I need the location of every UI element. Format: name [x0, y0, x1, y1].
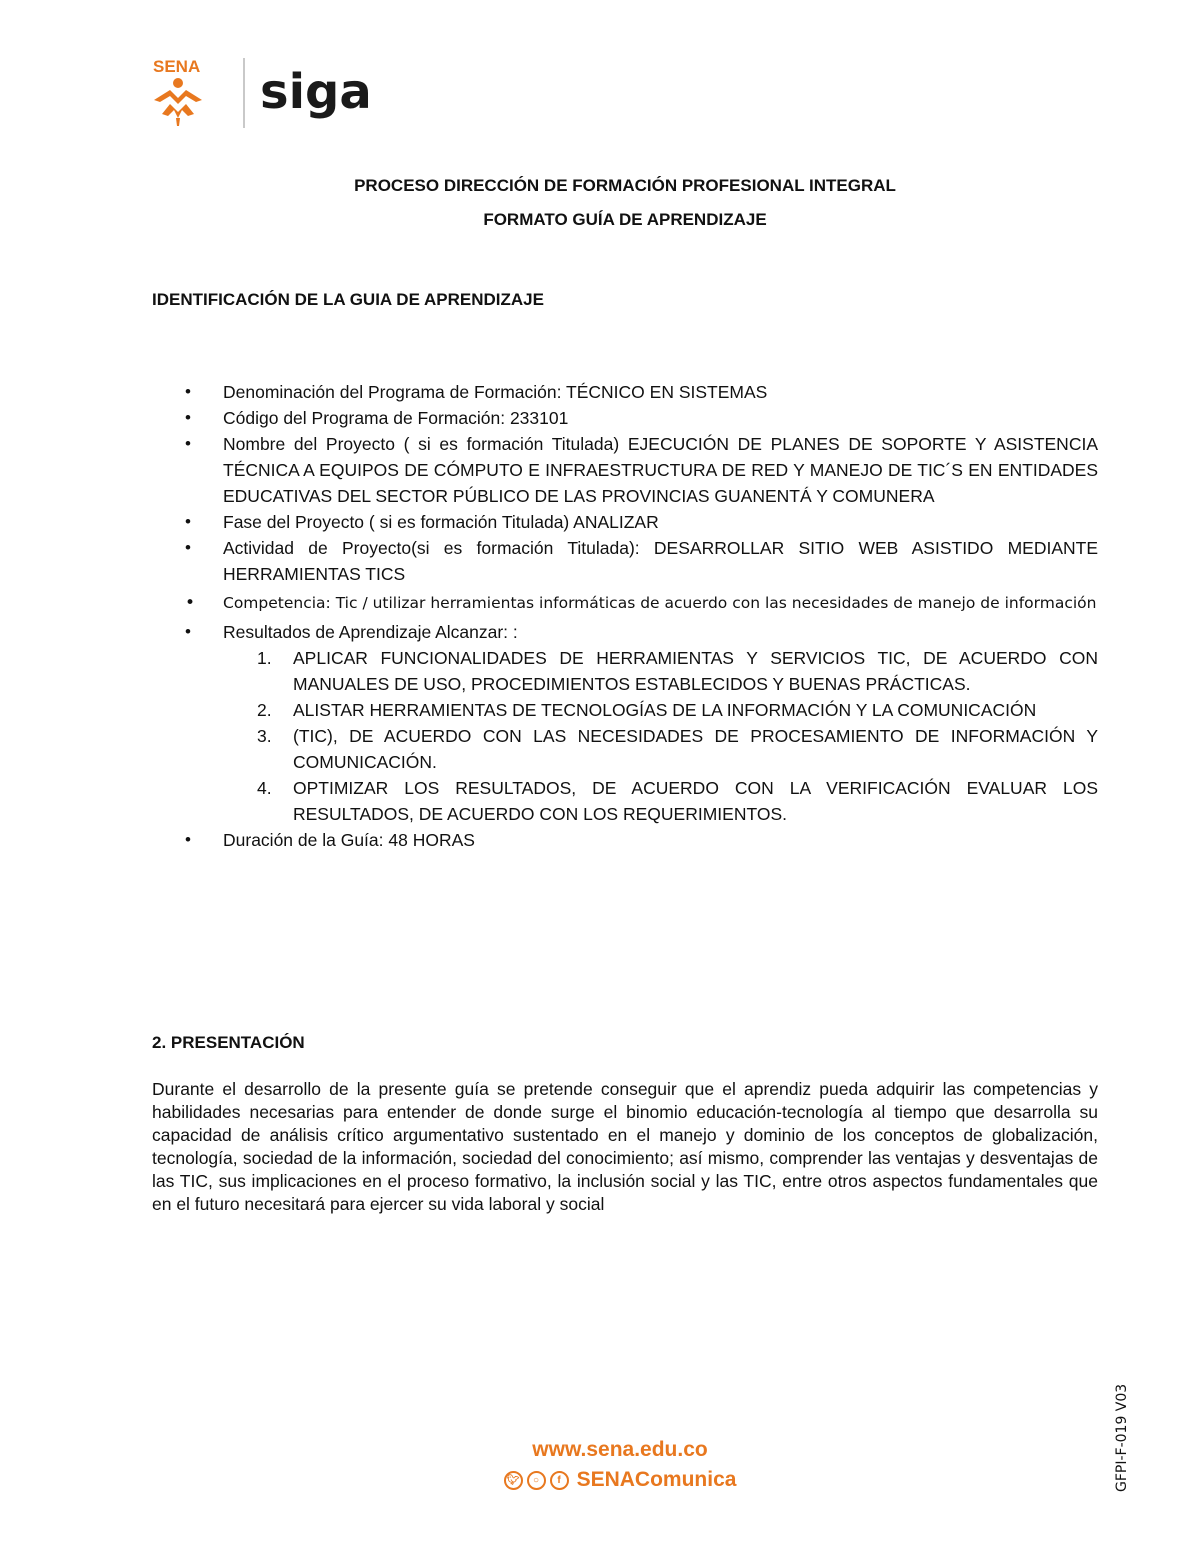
footer-url[interactable] [0, 1438, 1200, 1462]
resultado-item [223, 645, 1098, 697]
title-line-2: FORMATO GUÍA DE APRENDIZAJE [483, 210, 767, 229]
list-item [152, 431, 1098, 509]
resultado-number: 3. [257, 726, 272, 746]
actividad-proyecto-text: Actividad de Proyecto(si es formación Titulada): DESARROLLAR SITIO WEB ASISTIDO MEDIANTE HERRAMIENTAS TICS [223, 538, 1098, 584]
resultado-text: APLICAR FUNCIONALIDADES DE HERRAMIENTAS Y SERVICIOS TIC, DE ACUERDO CON MANUALES DE USO, PROCEDIMIENTOS ESTABLECIDOS Y BUENAS PRÁCTICAS. [293, 648, 1098, 694]
resultado-number: 1. [257, 648, 272, 668]
codigo-text: Código del Programa de Formación: 233101 [223, 408, 569, 428]
resultado-text: ALISTAR HERRAMIENTAS DE TECNOLOGÍAS DE LA INFORMACIÓN Y LA COMUNICACIÓN [293, 700, 1037, 720]
document-code: GFPI-F-019 V03 [1114, 1383, 1130, 1492]
resultado-number: 2. [257, 700, 272, 720]
sena-logo-icon [148, 52, 388, 132]
sena-siga-logo [148, 52, 388, 132]
duracion-text: Duración de la Guía: 48 HORAS [223, 830, 475, 850]
presentacion-heading: 2. PRESENTACIÓN [152, 1033, 305, 1052]
resultado-text: OPTIMIZAR LOS RESULTADOS, DE ACUERDO CON LA VERIFICACIÓN EVALUAR LOS RESULTADOS, DE ACUERDO CON LOS REQUERIMIENTOS. [293, 778, 1098, 824]
website-link[interactable]: www.sena.edu.co [532, 1438, 708, 1461]
siga-logo-text: siga [260, 64, 372, 120]
footer-social [0, 1468, 1200, 1492]
list-item [152, 619, 1098, 827]
resultado-text: (TIC), DE ACUERDO CON LAS NECESIDADES DE PROCESAMIENTO DE INFORMACIÓN Y COMUNICACIÓN. [293, 726, 1098, 772]
resultado-number: 4. [257, 778, 272, 798]
twitter-icon[interactable]: 🐦︎ [504, 1471, 523, 1490]
resultados-list [223, 645, 1098, 827]
logo-divider [243, 58, 245, 128]
list-item [152, 827, 1098, 853]
identificacion-heading: IDENTIFICACIÓN DE LA GUIA DE APRENDIZAJE [152, 290, 544, 309]
title-line-1: PROCESO DIRECCIÓN DE FORMACIÓN PROFESIONAL INTEGRAL [354, 176, 896, 195]
competencia-text: Competencia: Tic / utilizar herramientas informáticas de acuerdo con las necesidades de manejo de información [223, 594, 1097, 612]
identificacion-list [152, 379, 1098, 853]
document-titles [150, 176, 1100, 244]
fase-proyecto-text: Fase del Proyecto ( si es formación Titulada) ANALIZAR [223, 512, 659, 532]
nombre-proyecto-text: Nombre del Proyecto ( si es formación Titulada) EJECUCIÓN DE PLANES DE SOPORTE Y ASISTENCIA TÉCNICA A EQUIPOS DE CÓMPUTO E INFRAESTRUCTURA DE RED Y MANEJO DE TIC´S EN ENTIDADES EDUCATIVAS DEL SECTOR PÚBLICO DE LAS PROVINCIAS GUANENTÁ Y COMUNERA [223, 434, 1098, 506]
resultado-item [223, 723, 1098, 775]
resultado-item [223, 697, 1098, 723]
list-item [152, 379, 1098, 405]
instagram-icon[interactable]: ○ [527, 1471, 546, 1490]
sena-logo-text: SENA [153, 57, 201, 76]
resultado-item [223, 775, 1098, 827]
presentacion-body: Durante el desarrollo de la presente guía se pretende conseguir que el aprendiz pueda adquirir las competencias y habilidades necesarias para entender de donde surge el binomio educación-tecnología al tiempo que desarrolla su capacidad de análisis crítico argumentativo sustentado en el manejo y dominio de los conceptos de globalización, tecnología, sociedad de la información, sociedad del conocimiento; así mismo, comprender las ventajas y desventajas de las TIC, sus implicaciones en el proceso formativo, la inclusión social y las TIC, entre otros aspectos fundamentales que en el futuro necesitará para ejercer su vida laboral y social [152, 1079, 1098, 1214]
facebook-icon[interactable]: f [550, 1471, 569, 1490]
denominacion-text: Denominación del Programa de Formación: TÉCNICO EN SISTEMAS [223, 382, 768, 402]
list-item [152, 587, 1098, 619]
list-item [152, 405, 1098, 431]
social-handle: SENAComunica [576, 1468, 737, 1491]
list-item [152, 509, 1098, 535]
list-item [152, 535, 1098, 587]
resultados-label: Resultados de Aprendizaje Alcanzar: : [223, 622, 518, 642]
